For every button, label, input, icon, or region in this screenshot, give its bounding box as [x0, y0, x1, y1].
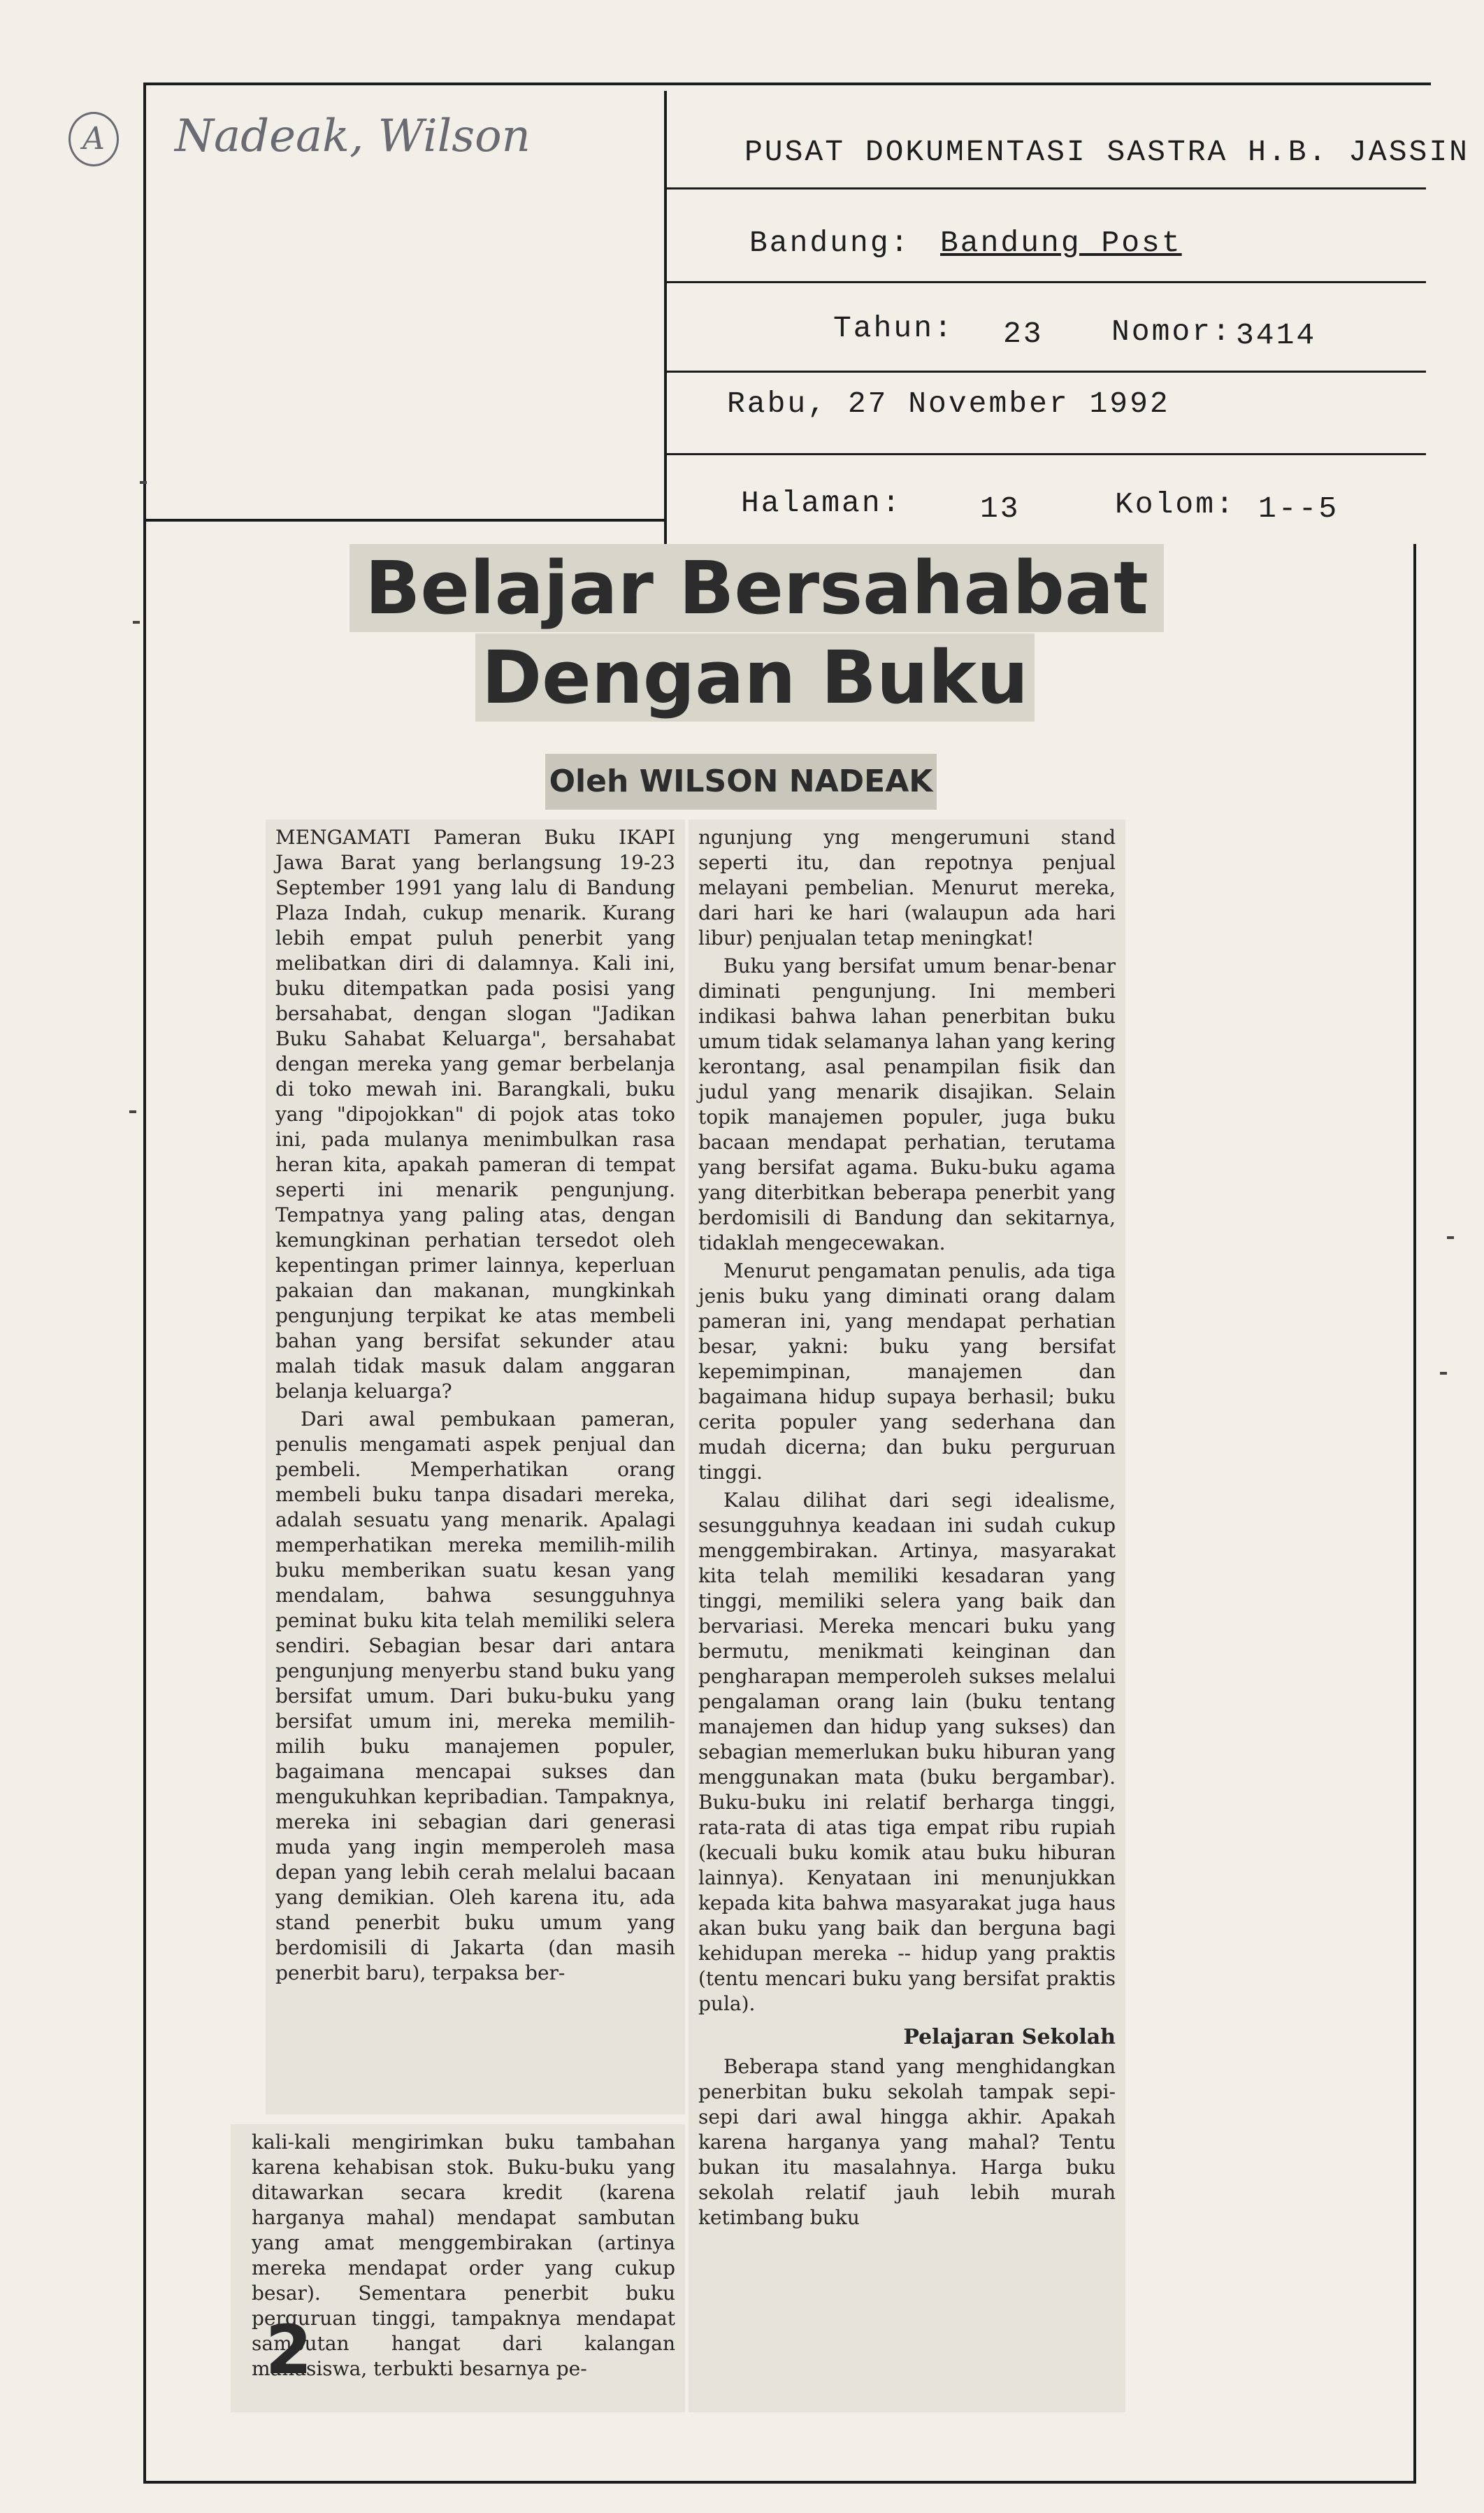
pencil-tick — [129, 1110, 136, 1113]
clipping-frame-left — [143, 519, 146, 2484]
article-paragraph: Menurut pengamatan penulis, ada tiga jenis buku yang diminati orang dalam pameran ini, yang mendapat perhatian besar, yakni: buku yang bersifat kepemimpinan, manajemen dan bagaimana hidup supaya berhasil; buku cerita populer yang sederhana dan mudah dicerna; dan buku perguruan tinggi. — [698, 1259, 1116, 1484]
handwritten-corner-mark: 2 — [265, 2311, 312, 2389]
article-paragraph: Dari awal pembukaan pameran, penulis mengamati aspek penjual dan pembeli. Memperhatikan orang membeli buku tanpa disadari mereka, adalah sesuatu yang menarik. Apalagi memperhatikan mereka memilih-milih buku memberikan suatu kesan yang mendalam, bahwa sesungguhnya peminat buku kita telah memiliki selera sendiri. Sebagian besar dari antara pengunjung menyerbu stand buku yang bersifat umum. Dari buku-buku yang bersifat umum ini, mereka memilih-milih buku manajemen populer, bagaimana mencapai sukses dan mengukuhkan kepribadian. Tampaknya, mereka ini sebagian dari generasi muda yang ingin memperoleh masa depan yang lebih cerah melalui bacaan yang demikian. Oleh karena itu, ada stand penerbit buku umum yang berdomisili di Jakarta (dan masih penerbit baru), terpaksa ber- — [275, 1408, 675, 1984]
page-value: 13 — [980, 492, 1021, 526]
institution-name: PUSAT DOKUMENTASI SASTRA H.B. JASSIN — [744, 135, 1469, 169]
circled-letter-annotation: A — [69, 112, 119, 166]
form-divider-1 — [664, 187, 1426, 189]
number-value: 3414 — [1236, 318, 1317, 352]
year-label: Tahun: — [833, 311, 954, 345]
article-paragraph: ngunjung yng mengerumuni stand seperti itu, dan repotnya penjual melayani pembelian. Menurut mereka, dari hari ke hari (walaupun ada hari libur) penjualan tetap meningkat! — [698, 826, 1116, 950]
year-value: 23 — [1003, 317, 1044, 351]
publication-name: Bandung Post — [940, 226, 1182, 260]
clipping-frame-bottom — [143, 2481, 1415, 2484]
form-divider-3 — [664, 371, 1426, 373]
city-label: Bandung: — [749, 226, 911, 260]
article-paragraph: MENGAMATI Pameran Buku IKAPI Jawa Barat yang berlangsung 19-23 September 1991 yang lalu di Bandung Plaza Indah, cukup menarik. Kurang lebih empat puluh penerbit yang melibatkan diri di dalamnya. Kali ini, buku ditempatkan pada posisi yang bersahabat, dengan slogan "Jadikan Buku Sahabat Keluarga", bersahabat dengan mereka yang gemar berbelanja di toko mewah ini. Barangkali, buku yang "dipojokkan" di pojok atas toko ini, pada mulanya menimbulkan rasa heran kita, apakah pameran di tempat seperti ini menarik pengunjung. Tempatnya yang paling atas, dengan kemungkinan perhatian tersedot oleh kepentingan primer lainnya, keperluan pakaian dan makanan, mungkinkah pengunjung terpikat ke atas membeli bahan yang bersifat sekunder atau malah tidak masuk dalam anggaran belanja keluarga? — [275, 826, 675, 1403]
article-paragraph: Buku yang bersifat umum benar-benar diminati pengunjung. Ini memberi indikasi bahwa lahan penerbitan buku umum tidak selamanya lahan yang kering kerontang, asal penampilan fisik dan judul yang menarik disajikan. Selain topik manajemen populer, juga buku bacaan mendapat perhatian, terutama yang bersifat agama. Buku-buku agama yang diterbitkan beberapa penerbit yang berdomisili di Bandung dan sekitarnya, tidaklah mengecewakan. — [698, 954, 1116, 1254]
form-divider-4 — [664, 453, 1426, 455]
pencil-tick — [1440, 1372, 1447, 1375]
pencil-tick — [133, 621, 140, 624]
page-label: Halaman: — [741, 486, 902, 520]
number-label: Nomor: — [1111, 315, 1232, 349]
clipping-frame-right — [1413, 544, 1416, 2484]
headline-line-2: Dengan Buku — [475, 633, 1035, 722]
column-label: Kolom: — [1115, 487, 1236, 522]
clipping-frame-top — [143, 519, 664, 522]
article-paragraph: Kalau dilihat dari segi idealisme, sesungguhnya keadaan ini sudah cukup menggembirakan. Artinya, masyarakat kita telah memiliki kesadaran yang tinggi, memiliki selera yang baik dan bervariasi. Mereka mencari buku yang bermutu, menikmati keinginan dan pengharapan memperoleh sukses melalui pengalaman orang lain (buku tentang manajemen dan hidup yang sukses) dan sebagian memerlukan buku hiburan yang menggunakan mata (buku bergambar). Buku-buku ini relatif berharga tinggi, rata-rata di atas tiga empat ribu rupiah (kecuali buku komik atau buku hiburan lainnya). Kenyataan ini menunjukkan kepada kita bahwa masyarakat juga haus akan buku yang baik dan berguna bagi kehidupan mereka -- hidup yang praktis (tentu mencari buku yang bersifat praktis pula). — [698, 1489, 1116, 2015]
headline-line-1: Belajar Bersahabat — [350, 544, 1164, 632]
article-column-2 — [689, 819, 1125, 2412]
article-paragraph: kali-kali mengirimkan buku tambahan karena kehabisan stok. Buku-buku yang ditawarkan secara kredit (karena harganya mahal) mendapat sambutan yang amat menggembirakan (artinya mereka mendapat order yang cukup besar). Sementara penerbit buku perguruan tinggi, tampaknya mendapat sambutan hangat dari kalangan mahasiswa, terbukti besarnya pe- — [252, 2131, 675, 2380]
publication-date: Rabu, 27 November 1992 — [727, 387, 1170, 421]
form-divider-2 — [664, 281, 1426, 283]
section-subheading: Pelajaran Sekolah — [903, 2025, 1116, 2049]
column-value: 1--5 — [1258, 492, 1339, 526]
article-paragraph: Beberapa stand yang menghidangkan penerbitan buku sekolah tampak sepi-sepi dari awal hingga akhir. Apakah karena harganya yang mahal? Tentu bukan itu masalahnya. Harga buku sekolah relatif jauh lebih murah ketimbang buku — [698, 2055, 1116, 2229]
handwritten-author-name: Nadeak, Wilson — [175, 110, 531, 162]
pencil-tick — [1447, 1236, 1454, 1239]
article-column-1 — [266, 819, 685, 2114]
byline: Oleh WILSON NADEAK — [545, 754, 937, 810]
pencil-tick — [140, 481, 147, 484]
